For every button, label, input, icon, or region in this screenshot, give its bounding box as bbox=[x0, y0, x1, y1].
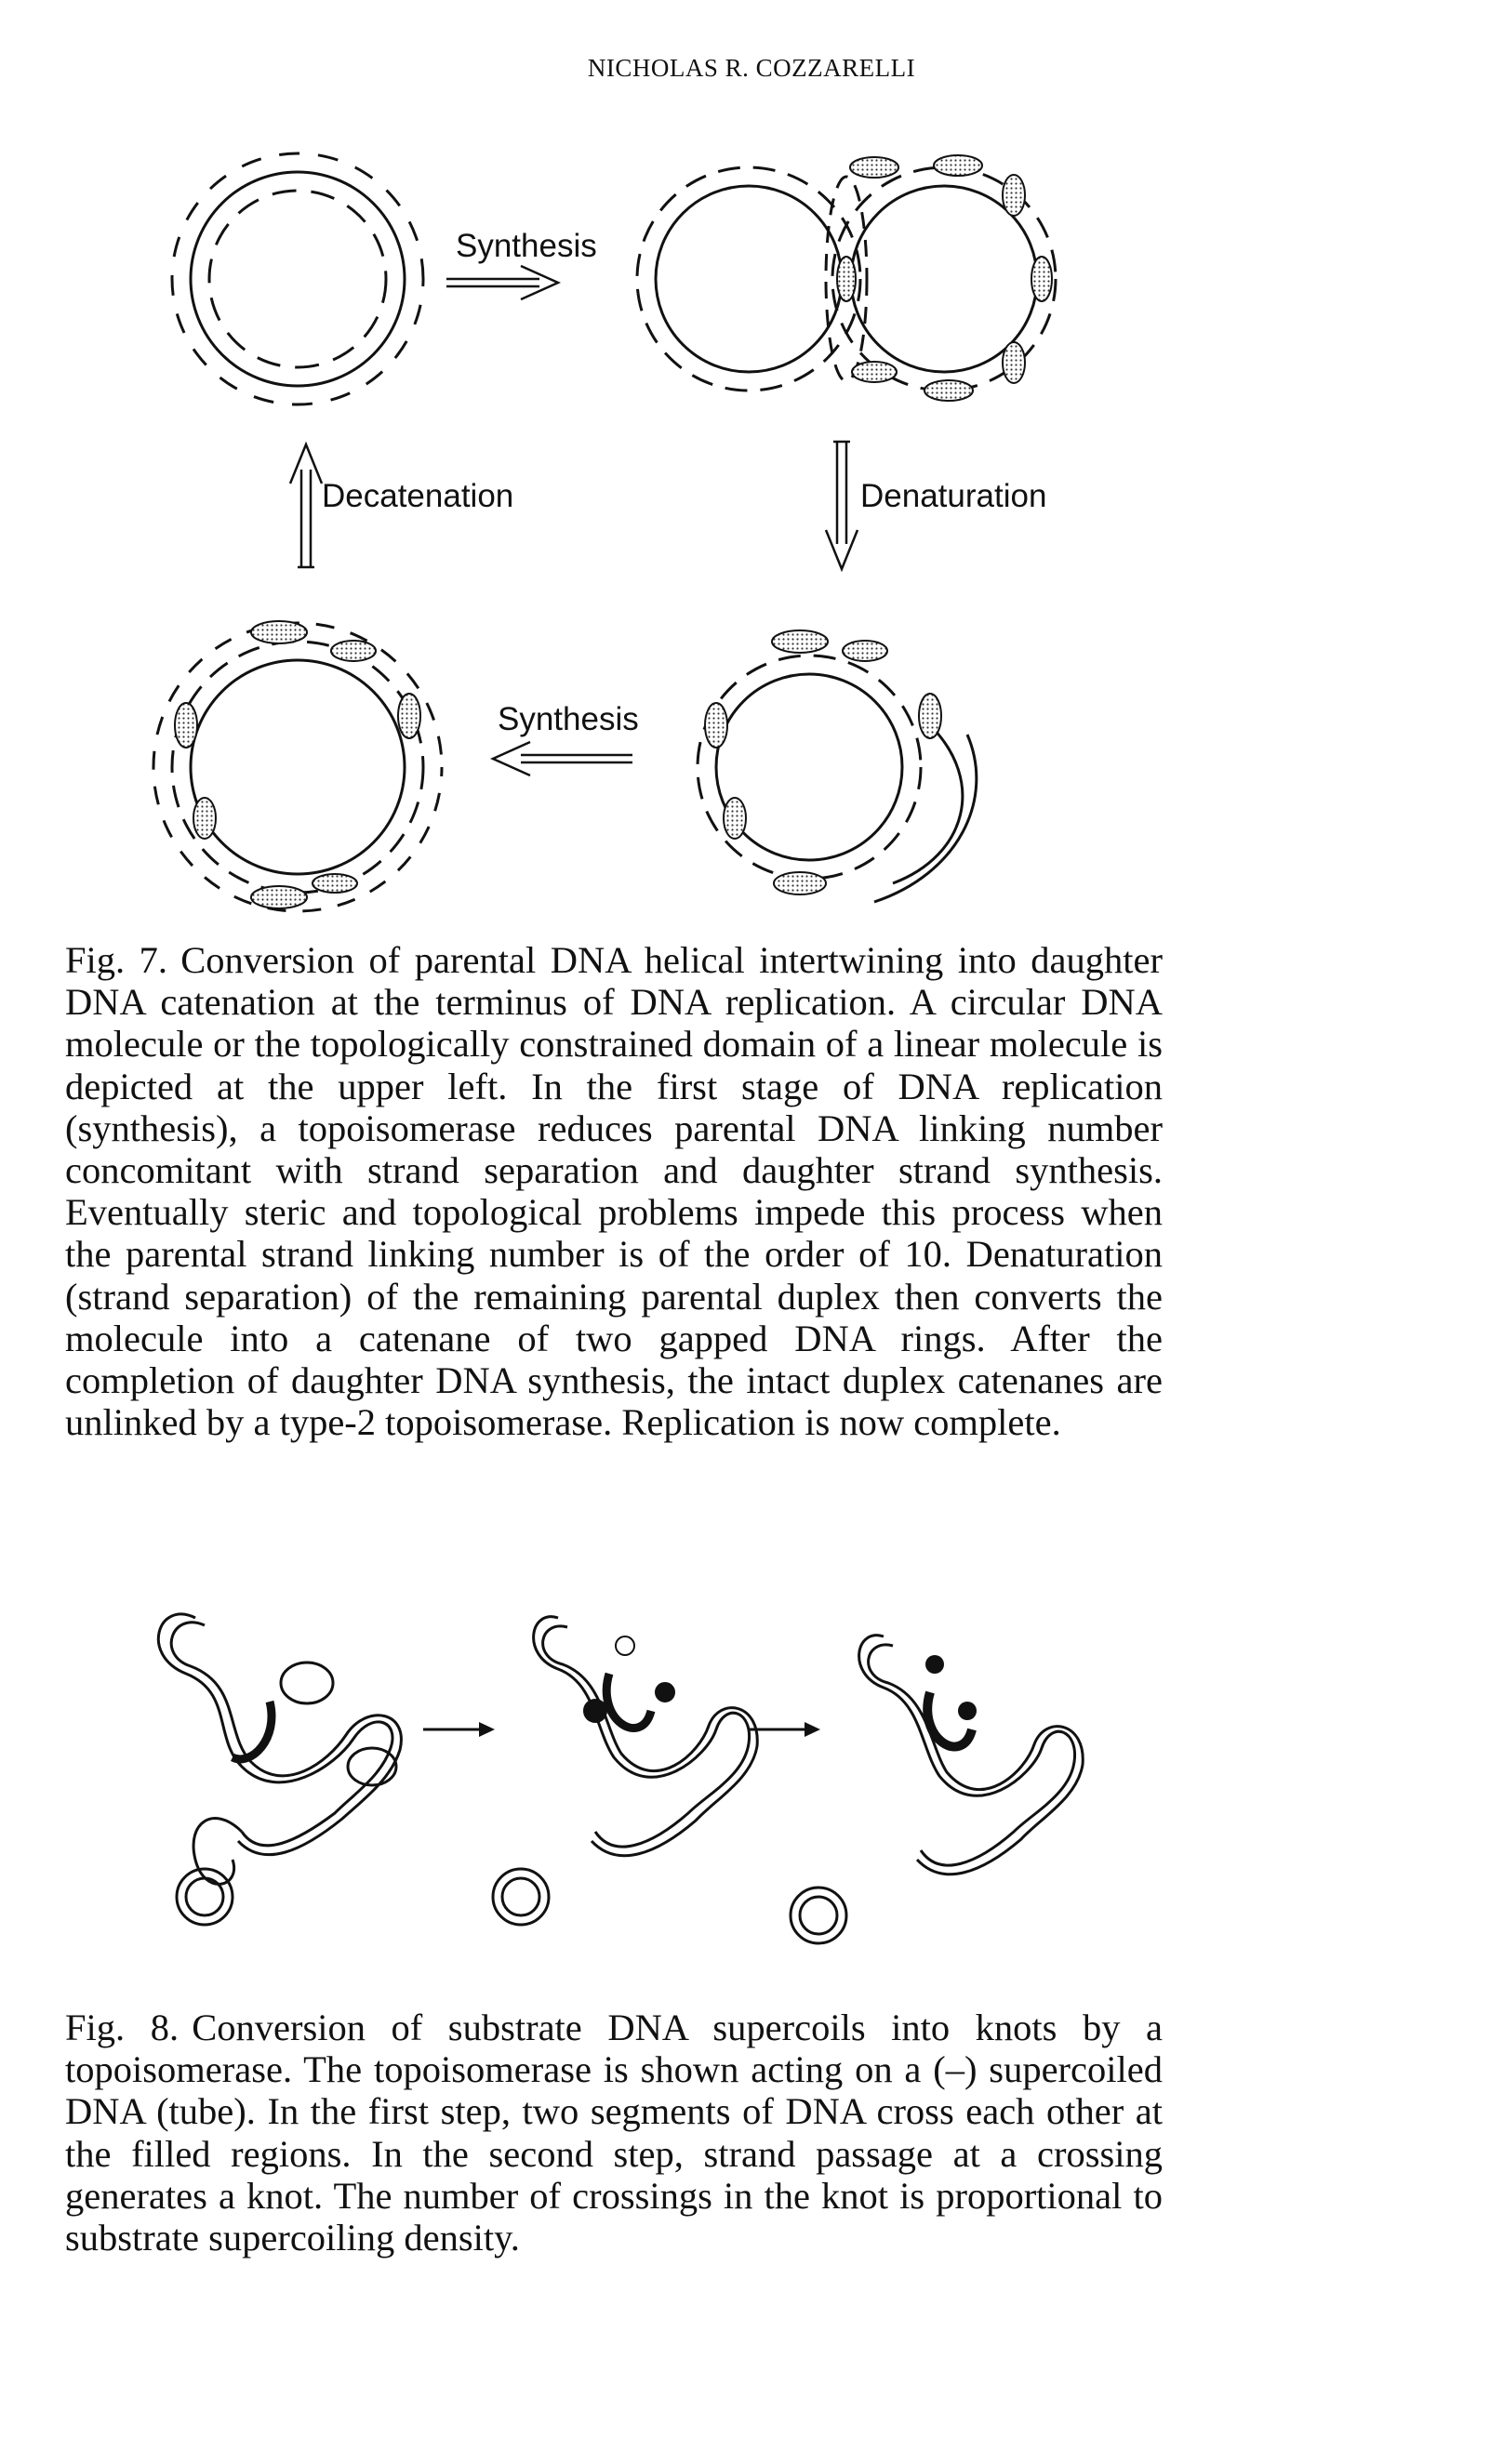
denaturation-label: Denaturation bbox=[860, 478, 1047, 514]
synthesis-arrow-left bbox=[493, 742, 632, 775]
fig8-caption-text: Conversion of substrate DNA supercoils into knots by a topoisomerase. The topoisomerase is shown acting on a (–) supercoiled DNA (tube). In the first step, two segments of DNA cross each other at the filled regions. In the second step, strand passage at a crossing generates a knot. The number of crossings in the knot is proportional to substrate supercoiling density. bbox=[65, 2007, 1163, 2259]
shaded-catenane-strands bbox=[175, 621, 420, 908]
fig7-caption bbox=[65, 939, 1163, 1443]
reaction-arrow-2 bbox=[749, 1722, 820, 1737]
running-head: NICHOLAS R. COZZARELLI bbox=[587, 54, 916, 82]
fig8-diagram bbox=[0, 1581, 1503, 1971]
catenated-daughter-duplexes bbox=[153, 623, 442, 911]
decatenation-label: Decatenation bbox=[322, 478, 514, 514]
denaturation-arrow bbox=[826, 442, 858, 569]
reaction-arrow-1 bbox=[423, 1722, 495, 1737]
fig7-diagram bbox=[0, 0, 1503, 930]
gapped-dna-catenane bbox=[698, 656, 977, 902]
synthesis-label-top: Synthesis bbox=[456, 228, 597, 264]
circular-dna-duplex bbox=[172, 153, 423, 404]
crossing-dna-segments bbox=[493, 1617, 757, 1925]
shaded-daughter-strands bbox=[837, 155, 1052, 401]
supercoiled-dna-tube bbox=[158, 1614, 401, 1925]
synthesis-arrow-right bbox=[446, 266, 558, 299]
fig7-caption-label: Fig. 7. bbox=[65, 939, 168, 981]
knot-sign-markers bbox=[925, 1655, 977, 1720]
synthesis-label-bottom: Synthesis bbox=[498, 701, 639, 737]
fig8-caption bbox=[65, 2007, 1163, 2259]
knotted-dna-product bbox=[791, 1636, 1083, 1943]
fig7-caption-text: Conversion of parental DNA helical intertwining into daughter DNA catenation at the terminus of DNA replication. A circular DNA molecule or the topologically constrained domain of a linear molecule is depicted at the upper left. In the first stage of DNA replication (synthesis), a topoisomerase reduces parental DNA linking number concomitant with strand separation and daughter strand synthesis. Eventually steric and topological problems impede this process when the parental strand linking number is of the order of 10. Denaturation (strand separation) of the remaining parental duplex then converts the molecule into a catenane of two gapped DNA rings. After the completion of daughter DNA synthesis, the intact duplex catenanes are unlinked by a type-2 topoisomerase. Replication is now complete. bbox=[65, 939, 1163, 1444]
topoisomerase-sign-markers bbox=[584, 1636, 674, 1722]
fig8-caption-label: Fig. 8. bbox=[65, 2007, 180, 2048]
decatenation-arrow bbox=[290, 444, 322, 567]
